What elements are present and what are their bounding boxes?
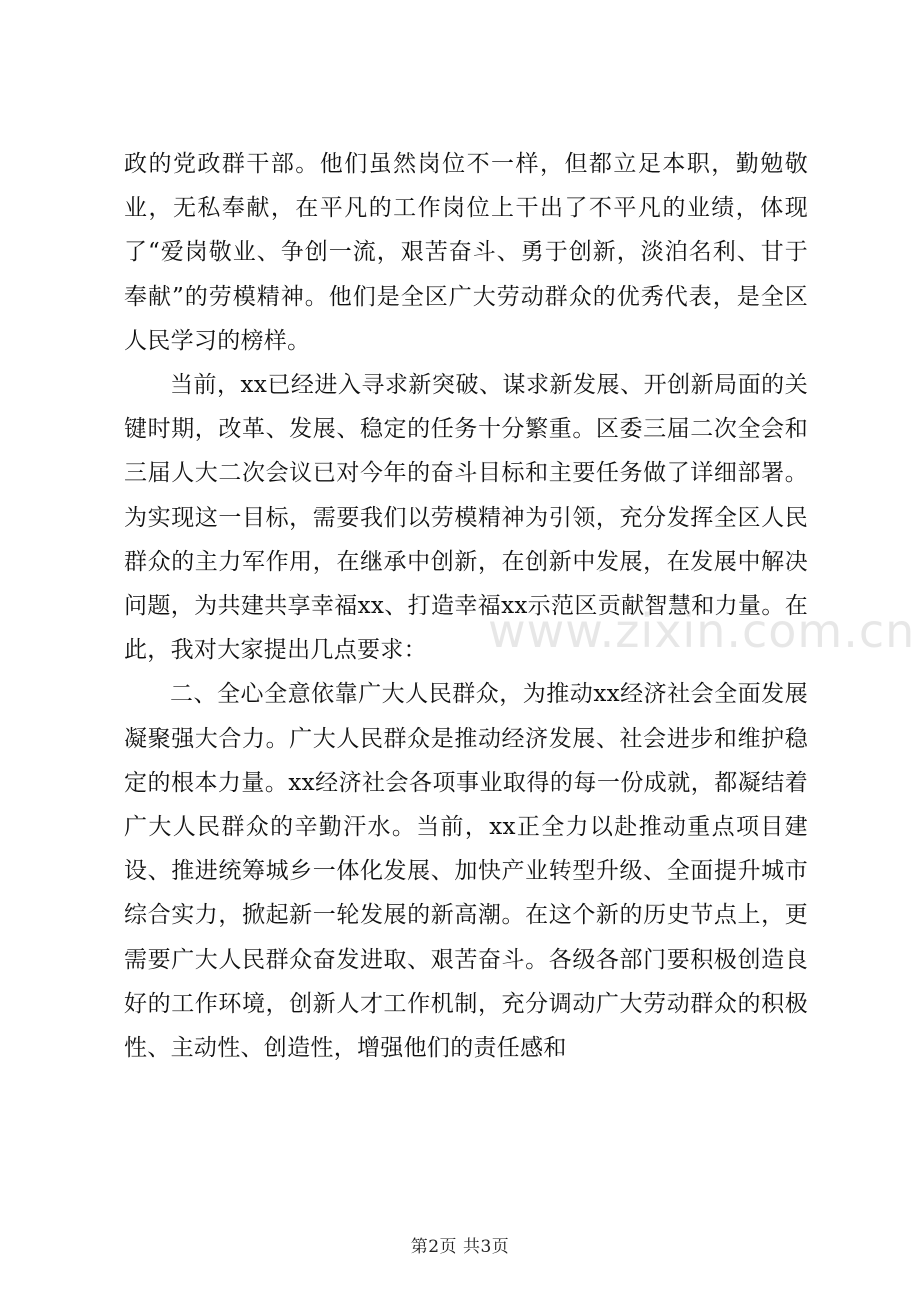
page-number-footer: 第2页 共3页 <box>410 1237 510 1257</box>
site-watermark: www.zixin.com.cn <box>488 604 916 658</box>
paragraph-3: 二、全心全意依靠广大人民群众，为推动xx经济社会全面发展凝聚强大合力。广大人民群众是推动经济发展、社会进步和维护稳定的根本力量。xx经济社会各项事业取得的每一份成就，都凝结着广大人民群众的辛勤汗水。当前，xx正全力以赴推动重点项目建设、推进统筹城乡一体化发展、加快产业转型升级、全面提升城市综合实力，掀起新一轮发展的新高潮。在这个新的历史节点上，更需要广大人民群众奋发进取、艰苦奋斗。各级各部门要积极创造良好的工作环境，创新人才工作机制，充分调动广大劳动群众的积极性、主动性、创造性，增强他们的责任感和 <box>124 681 808 1062</box>
paragraph-1: 政的党政群干部。他们虽然岗位不一样，但都立足本职，勤勉敬业，无私奉献，在平凡的工作岗位上干出了不平凡的业绩，体现了“爱岗敬业、争创一流，艰苦奋斗、勇于创新，淡泊名利、甘于奉献”的劳模精神。他们是全区广大劳动群众的优秀代表，是全区人民学习的榜样。 <box>124 151 808 354</box>
document-body <box>124 142 808 1070</box>
paragraph-2: 当前，xx已经进入寻求新突破、谋求新发展、开创新局面的关键时期，改革、发展、稳定的任务十分繁重。区委三届二次全会和三届人大二次会议已对今年的奋斗目标和主要任务做了详细部署。为实现这一目标，需要我们以劳模精神为引领，充分发挥全区人民群众的主力军作用，在继承中创新，在创新中发展，在发展中解决问题，为共建共享幸福xx、打造幸福xx示范区贡献智慧和力量。在此，我对大家提出几点要求： <box>124 372 808 664</box>
